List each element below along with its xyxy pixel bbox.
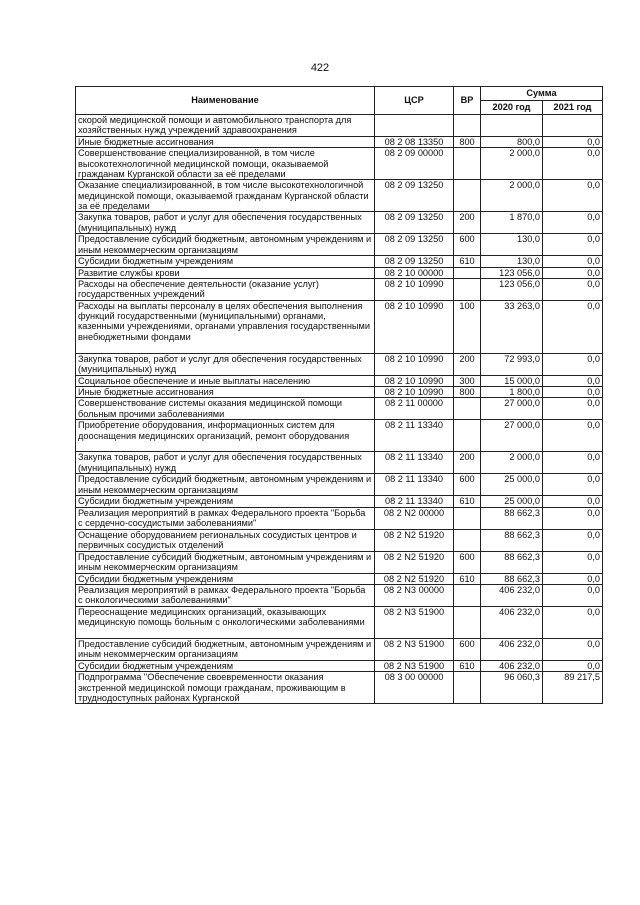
- table-row: [76, 353, 603, 375]
- row-sum-2021: 0,0: [543, 234, 603, 256]
- header-name: Наименование: [76, 87, 375, 115]
- page-number: 422: [310, 62, 330, 74]
- row-sum-2020: 123 056,0: [481, 278, 543, 300]
- row-csr: 08 2 N3 51900: [375, 639, 454, 661]
- row-vr: [454, 585, 481, 607]
- table-row: [76, 115, 603, 137]
- row-vr: 610: [454, 496, 481, 507]
- row-sum-2020: 406 232,0: [481, 661, 543, 672]
- row-csr: 08 2 N3 51900: [375, 607, 454, 639]
- row-name: скорой медицинской помощи и автомобильного транспорта для хозяйственных нужд учреждений здравоохранения: [76, 115, 375, 137]
- row-vr: 800: [454, 137, 481, 148]
- row-name: Иные бюджетные ассигнования: [76, 137, 375, 148]
- table-row: [76, 551, 603, 573]
- row-csr: 08 2 09 13250: [375, 212, 454, 234]
- row-sum-2020: 1 800,0: [481, 387, 543, 398]
- table-row: [76, 607, 603, 639]
- row-sum-2021: 0,0: [543, 398, 603, 420]
- row-sum-2020: 33 263,0: [481, 300, 543, 353]
- row-sum-2020: 88 662,3: [481, 551, 543, 573]
- row-vr: 200: [454, 212, 481, 234]
- row-sum-2021: 0,0: [543, 267, 603, 278]
- table-row: [76, 529, 603, 551]
- table-row: [76, 375, 603, 386]
- row-sum-2020: [481, 115, 543, 137]
- row-name: Социальное обеспечение и иные выплаты населению: [76, 375, 375, 386]
- table-row: [76, 267, 603, 278]
- row-name: Реализация мероприятий в рамках Федерального проекта "Борьба с сердечно-сосудистыми заболеваниями": [76, 507, 375, 529]
- row-csr: 08 2 N2 51920: [375, 529, 454, 551]
- row-vr: 100: [454, 300, 481, 353]
- row-name: Реализация мероприятий в рамках Федерального проекта "Борьба с онкологическими заболеваниями": [76, 585, 375, 607]
- row-name: Совершенствование специализированной, в том числе высокотехнологичной медицинской помощи, оказываемой гражданам Курганской области за её пределами: [76, 148, 375, 180]
- table-row: [76, 672, 603, 704]
- row-sum-2020: 96 060,3: [481, 672, 543, 704]
- row-name: Иные бюджетные ассигнования: [76, 387, 375, 398]
- row-name: Субсидии бюджетным учреждениям: [76, 661, 375, 672]
- row-csr: 08 2 11 13340: [375, 452, 454, 474]
- row-csr: 08 2 11 13340: [375, 474, 454, 496]
- row-name: Предоставление субсидий бюджетным, автономным учреждениям и иным некоммерческим организациям: [76, 551, 375, 573]
- row-sum-2020: 406 232,0: [481, 607, 543, 639]
- row-sum-2020: 1 870,0: [481, 212, 543, 234]
- row-vr: 300: [454, 375, 481, 386]
- row-csr: [375, 115, 454, 137]
- row-vr: 600: [454, 551, 481, 573]
- row-sum-2020: 130,0: [481, 256, 543, 267]
- row-csr: 08 2 10 10990: [375, 278, 454, 300]
- table-row: [76, 496, 603, 507]
- table-row: [76, 398, 603, 420]
- row-sum-2020: 25 000,0: [481, 496, 543, 507]
- row-sum-2020: 406 232,0: [481, 639, 543, 661]
- row-vr: 200: [454, 452, 481, 474]
- row-name: Переоснащение медицинских организаций, оказывающих медицинскую помощь больным с онкологическими заболеваниями: [76, 607, 375, 639]
- row-name: Закупка товаров, работ и услуг для обеспечения государственных (муниципальных) нужд: [76, 452, 375, 474]
- row-vr: [454, 607, 481, 639]
- row-sum-2021: 0,0: [543, 375, 603, 386]
- row-vr: [454, 507, 481, 529]
- row-csr: 08 2 09 13250: [375, 180, 454, 212]
- row-name: Предоставление субсидий бюджетным, автономным учреждениям и иным некоммерческим организациям: [76, 474, 375, 496]
- row-sum-2021: 0,0: [543, 529, 603, 551]
- row-csr: 08 2 09 13250: [375, 256, 454, 267]
- row-sum-2021: 0,0: [543, 607, 603, 639]
- row-sum-2021: 0,0: [543, 180, 603, 212]
- row-vr: [454, 672, 481, 704]
- row-sum-2020: 406 232,0: [481, 585, 543, 607]
- table-row: [76, 137, 603, 148]
- row-sum-2021: 0,0: [543, 585, 603, 607]
- table-row: [76, 474, 603, 496]
- row-vr: [454, 420, 481, 452]
- row-sum-2021: 0,0: [543, 420, 603, 452]
- row-sum-2021: 89 217,5: [543, 672, 603, 704]
- row-name: Развитие службы крови: [76, 267, 375, 278]
- row-vr: [454, 115, 481, 137]
- row-vr: 200: [454, 353, 481, 375]
- table-row: [76, 148, 603, 180]
- row-csr: 08 2 10 00000: [375, 267, 454, 278]
- row-vr: 610: [454, 573, 481, 584]
- row-sum-2021: [543, 115, 603, 137]
- row-name: Субсидии бюджетным учреждениям: [76, 573, 375, 584]
- row-vr: [454, 398, 481, 420]
- row-vr: [454, 180, 481, 212]
- row-sum-2021: 0,0: [543, 353, 603, 375]
- row-name: Субсидии бюджетным учреждениям: [76, 256, 375, 267]
- row-name: Приобретение оборудования, информационных систем для дооснащения медицинских организаций, ремонт оборудования: [76, 420, 375, 452]
- row-vr: 600: [454, 474, 481, 496]
- row-sum-2020: 88 662,3: [481, 529, 543, 551]
- row-sum-2021: 0,0: [543, 387, 603, 398]
- row-csr: 08 2 10 10990: [375, 387, 454, 398]
- row-sum-2021: 0,0: [543, 300, 603, 353]
- table-row: [76, 573, 603, 584]
- row-csr: 08 2 N2 51920: [375, 573, 454, 584]
- row-csr: 08 2 09 00000: [375, 148, 454, 180]
- row-name: Закупка товаров, работ и услуг для обеспечения государственных (муниципальных) нужд: [76, 212, 375, 234]
- row-sum-2020: 123 056,0: [481, 267, 543, 278]
- table-row: [76, 387, 603, 398]
- row-sum-2020: 25 000,0: [481, 474, 543, 496]
- row-sum-2021: 0,0: [543, 507, 603, 529]
- row-sum-2020: 88 662,3: [481, 507, 543, 529]
- table-header: [76, 87, 603, 115]
- row-sum-2020: 2 000,0: [481, 180, 543, 212]
- row-vr: [454, 529, 481, 551]
- table-row: [76, 234, 603, 256]
- table-body: [76, 115, 603, 704]
- row-name: Оказание специализированной, в том числе высокотехнологичной медицинской помощи, оказываемой гражданам Курганской области за её пределами: [76, 180, 375, 212]
- row-name: Расходы на выплаты персоналу в целях обеспечения выполнения функций государственными (муниципальными) органами, казенными учреждениями, органами управления государственными внебюджетными фондами: [76, 300, 375, 353]
- row-sum-2021: 0,0: [543, 278, 603, 300]
- row-csr: 08 2 11 13340: [375, 496, 454, 507]
- table-row: [76, 212, 603, 234]
- table-row: [76, 278, 603, 300]
- row-sum-2020: 2 000,0: [481, 148, 543, 180]
- row-vr: [454, 278, 481, 300]
- row-name: Предоставление субсидий бюджетным, автономным учреждениям и иным некоммерческим организациям: [76, 639, 375, 661]
- row-name: Субсидии бюджетным учреждениям: [76, 496, 375, 507]
- row-name: Закупка товаров, работ и услуг для обеспечения государственных (муниципальных) нужд: [76, 353, 375, 375]
- row-csr: 08 2 N3 00000: [375, 585, 454, 607]
- header-year-2020: 2020 год: [481, 101, 543, 115]
- row-sum-2020: 27 000,0: [481, 398, 543, 420]
- row-csr: 08 2 N2 51920: [375, 551, 454, 573]
- row-sum-2021: 0,0: [543, 256, 603, 267]
- row-sum-2021: 0,0: [543, 212, 603, 234]
- table-row: [76, 661, 603, 672]
- row-csr: 08 2 09 13250: [375, 234, 454, 256]
- table-row: [76, 256, 603, 267]
- table-row: [76, 180, 603, 212]
- row-csr: 08 2 11 13340: [375, 420, 454, 452]
- row-csr: 08 2 11 00000: [375, 398, 454, 420]
- row-sum-2020: 800,0: [481, 137, 543, 148]
- row-sum-2020: 72 993,0: [481, 353, 543, 375]
- row-csr: 08 2 N3 51900: [375, 661, 454, 672]
- row-vr: 600: [454, 639, 481, 661]
- table-row: [76, 585, 603, 607]
- row-sum-2021: 0,0: [543, 551, 603, 573]
- table-row: [76, 300, 603, 353]
- row-csr: 08 2 10 10990: [375, 353, 454, 375]
- header-csr: ЦСР: [375, 87, 454, 115]
- row-vr: [454, 148, 481, 180]
- row-sum-2020: 15 000,0: [481, 375, 543, 386]
- row-csr: 08 2 10 10990: [375, 300, 454, 353]
- row-sum-2021: 0,0: [543, 452, 603, 474]
- header-year-2021: 2021 год: [543, 101, 603, 115]
- table-row: [76, 507, 603, 529]
- header-sum: Сумма: [481, 87, 603, 101]
- table-row: [76, 420, 603, 452]
- row-sum-2020: 2 000,0: [481, 452, 543, 474]
- table-row: [76, 639, 603, 661]
- row-sum-2020: 130,0: [481, 234, 543, 256]
- row-sum-2020: 27 000,0: [481, 420, 543, 452]
- row-sum-2021: 0,0: [543, 474, 603, 496]
- row-csr: 08 2 08 13350: [375, 137, 454, 148]
- row-name: Расходы на обеспечение деятельности (оказание услуг) государственных учреждений: [76, 278, 375, 300]
- row-name: Совершенствование системы оказания медицинской помощи больным прочими заболеваниями: [76, 398, 375, 420]
- row-csr: 08 3 00 00000: [375, 672, 454, 704]
- row-vr: 800: [454, 387, 481, 398]
- row-name: Предоставление субсидий бюджетным, автономным учреждениям и иным некоммерческим организациям: [76, 234, 375, 256]
- row-name: Подпрограмма "Обеспечение своевременности оказания экстренной медицинской помощи гражданам, проживающим в труднодоступных районах Курганской: [76, 672, 375, 704]
- row-sum-2021: 0,0: [543, 661, 603, 672]
- row-sum-2021: 0,0: [543, 496, 603, 507]
- row-sum-2021: 0,0: [543, 639, 603, 661]
- row-name: Оснащение оборудованием региональных сосудистых центров и первичных сосудистых отделений: [76, 529, 375, 551]
- row-csr: 08 2 10 10990: [375, 375, 454, 386]
- row-sum-2021: 0,0: [543, 573, 603, 584]
- header-vr: ВР: [454, 87, 481, 115]
- row-vr: [454, 267, 481, 278]
- row-vr: 610: [454, 661, 481, 672]
- row-vr: 610: [454, 256, 481, 267]
- row-sum-2021: 0,0: [543, 137, 603, 148]
- table-row: [76, 452, 603, 474]
- budget-table: [75, 86, 603, 704]
- row-csr: 08 2 N2 00000: [375, 507, 454, 529]
- row-sum-2021: 0,0: [543, 148, 603, 180]
- row-vr: 600: [454, 234, 481, 256]
- row-sum-2020: 88 662,3: [481, 573, 543, 584]
